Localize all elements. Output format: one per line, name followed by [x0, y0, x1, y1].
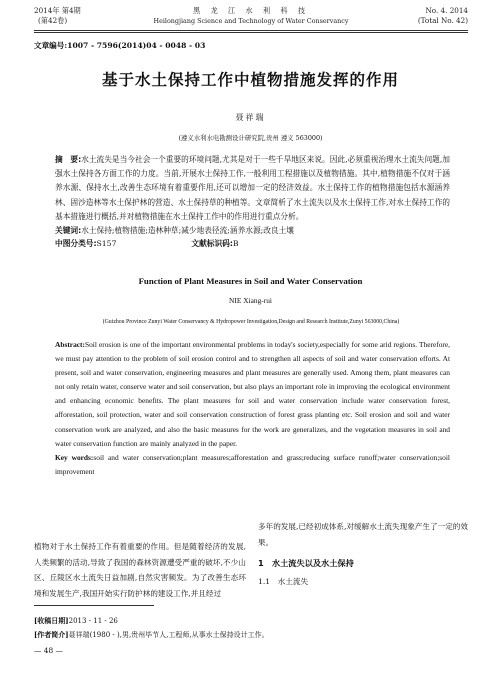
english-author: NIE Xiang-rui [229, 296, 272, 305]
en-abstract-label: Abstract: [55, 340, 85, 349]
clc-value: S157 [96, 239, 117, 249]
volume-label: (第42卷) [38, 16, 68, 25]
header-rule [34, 30, 468, 31]
body-right-text: 多年的发展,已经初成体系,对缓解水土流失现象产生了一定的效果。 [258, 522, 468, 547]
author-affiliation: (遵义水利水电勘测设计研究院,贵州 遵义 563000) [178, 134, 323, 142]
issue-label: 2014年 第4期 [34, 6, 81, 15]
page-number: — 48 — [34, 646, 63, 655]
keywords-label: 关键词: [55, 226, 82, 236]
chinese-keywords [55, 224, 450, 237]
section-heading: 1 水土流失以及水土保持 [258, 558, 354, 568]
chinese-abstract [55, 153, 450, 224]
journal-title-cn: 黑 龙 江 水 利 科 技 [192, 6, 310, 15]
received-value: 2013 - 11 - 26 [68, 617, 118, 625]
author-bio-text: 聂祥瑞(1980 - ),男,贵州毕节人,工程师,从事水土保持设计工作。 [68, 631, 269, 639]
body-left-column: 植物对于水土保持工作有着重要的作用。但是随着经济的发展,人类频繁的活动,导致了我国的森林资源遭受严重的破坏,不少山区、丘陵区水土流失日益加剧,自然灾害频发。为了改善生态环境和发展生产,我国开始实行防护林的建设工作,并且经过 [34, 542, 246, 598]
author-bio [34, 628, 468, 642]
received-date [34, 614, 468, 628]
en-abstract-text: Soil erosion is one of the important environmental problems in today's society,especially for some arid regions. Therefore, we must pay attention to the problem of soil erosion control and to strengthen all aspects of soil and water conservation efforts. At present, soil and water conservation, engineering measures and plant measures are generally used. Among them, plant measures can not only retain water, conserve water and soil conservation, but also plays an important role in improving the ecological environment and enhancing economic benefits. The plant measures for soil and water conservation include water conservation forest, afforestation, soil protection, water and soil conservation construction of forest grass planting etc. Soil erosion and soil and water conservation work are analyzed, and also the basic measures for the work are generalizes, and the vegetation measures in soil and water conservation function are mainly analyzed in the paper. [55, 340, 450, 448]
abstract-text: 水土流失是当今社会一个重要的环境问题,尤其是对于一些千旱地区来说。因此,必须重视治理水土流失问题,加强水土保持各方面工作的力度。当前,开展水土保持工作,一般利用工程措施以及植物措施。其中,植物措施不仅对于涵养水源、保持水土,改善生态环境有着重要作用,还可以增加一定的经济效益。水土保持工作的植物措施包括水源涵养林、固沙造林等水土保护林的营造、水土保持草的种植等。文章简析了水土流失以及水土保持工作,对水土保持工作的基本措施进行概括,并对植物措施在水土保持工作中的作用进行重点分析。 [55, 155, 450, 221]
english-keywords [55, 451, 450, 479]
author-bio-label: [作者简介] [34, 630, 69, 639]
total-number: (Total No. 42) [417, 16, 468, 25]
english-abstract-block [55, 338, 450, 479]
body-right-column [258, 519, 468, 589]
journal-title-en: Heilongjiang Science and Technology of Water Conservancy [153, 17, 349, 25]
header-rule-thin [34, 32, 468, 33]
english-abstract [55, 338, 450, 451]
keywords-text: 水土保持;植物措施;造林种草;减少地表径流;涵养水源;改良土壤 [81, 226, 294, 236]
received-label: [收稿日期] [34, 616, 69, 625]
en-keywords-label: Key words: [55, 452, 94, 462]
footnotes [34, 614, 468, 642]
abstract-label: 摘 要: [55, 155, 82, 164]
english-affiliation: (Guizhou Province Zunyi Water Conservancy & Hydropower Investigation,Design and Research Institute,Zunyi 563000,China) [102, 319, 400, 325]
classification [55, 237, 450, 250]
author-name: 聂祥瑞 [235, 113, 266, 122]
paper-title: 基于水土保持工作中植物措施发挥的作用 [101, 71, 399, 89]
subsection-heading: 1.1 水土流失 [258, 576, 309, 586]
issue-number: No. 4. 2014 [425, 6, 468, 15]
article-number: 文章编号:1007 - 7596(2014)04 - 0048 - 03 [34, 41, 206, 50]
doc-code-label: 文献标识码: [191, 239, 233, 249]
chinese-abstract-block [55, 153, 450, 250]
en-keywords-text: soil and water conservation;plant measures;afforestation and grass;reducing surface runoff;water conservation;soil improvement [55, 452, 450, 476]
footnote-rule [34, 605, 154, 606]
english-title: Function of Plant Measures in Soil and Water Conservation [138, 276, 363, 286]
clc-label: 中图分类号: [55, 239, 97, 249]
doc-code-value: B [232, 239, 239, 249]
